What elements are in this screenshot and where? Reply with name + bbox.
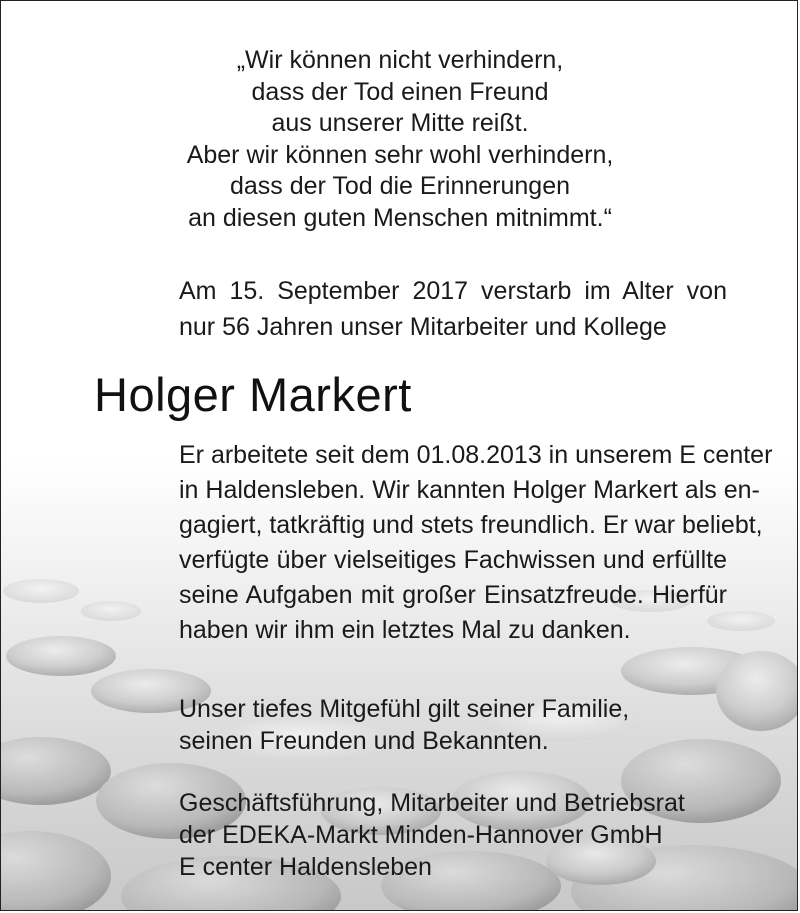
sympathy-line: seinen Freunden und Bekannten. (179, 727, 549, 755)
biography-paragraph (179, 438, 773, 648)
signature-line: Geschäftsführung, Mitarbeiter und Betriebsrat (179, 789, 685, 817)
announcement-line: nur 56 Jahren unser Mitarbeiter und Kollege (179, 313, 667, 341)
quote-line: dass der Tod die Erinnerungen (229, 172, 571, 200)
quote-line: „Wir können nicht verhindern, (236, 46, 564, 74)
deceased-name: Holger Markert (94, 368, 412, 421)
sympathy-line: Unser tiefes Mitgefühl gilt seiner Familie, (179, 695, 630, 723)
memorial-quote (1, 45, 798, 234)
sympathy-message (179, 693, 727, 757)
biography-line: verfügte über vielseitiges Fachwissen und erfüllte (179, 546, 727, 574)
biography-line: seine Aufgaben mit großer Einsatzfreude. Hierfür (179, 581, 727, 609)
quote-line: an diesen guten Menschen mitnimmt.“ (188, 203, 612, 232)
signature-line: der EDEKA-Markt Minden-Hannover GmbH (179, 821, 663, 849)
quote-line: aus unserer Mitte reißt. (271, 109, 529, 137)
signature-block (179, 787, 739, 883)
quote-line: dass der Tod einen Freund (251, 77, 549, 106)
biography-line: in Haldensleben. Wir kannten Holger Markert als en- (179, 476, 760, 504)
biography-line: gagiert, tatkräftig und stets freundlich. Er war beliebt, (179, 511, 763, 539)
biography-line: Er arbeitete seit dem 01.08.2013 in unserem E center (179, 441, 773, 469)
quote-line: Aber wir können sehr wohl verhindern, (186, 140, 614, 169)
signature-line: E center Haldensleben (179, 853, 432, 881)
biography-line: haben wir ihm ein letztes Mal zu danken. (179, 616, 631, 644)
announcement-line: Am 15. September 2017 verstarb im Alter von (179, 277, 727, 305)
death-announcement (179, 273, 727, 345)
